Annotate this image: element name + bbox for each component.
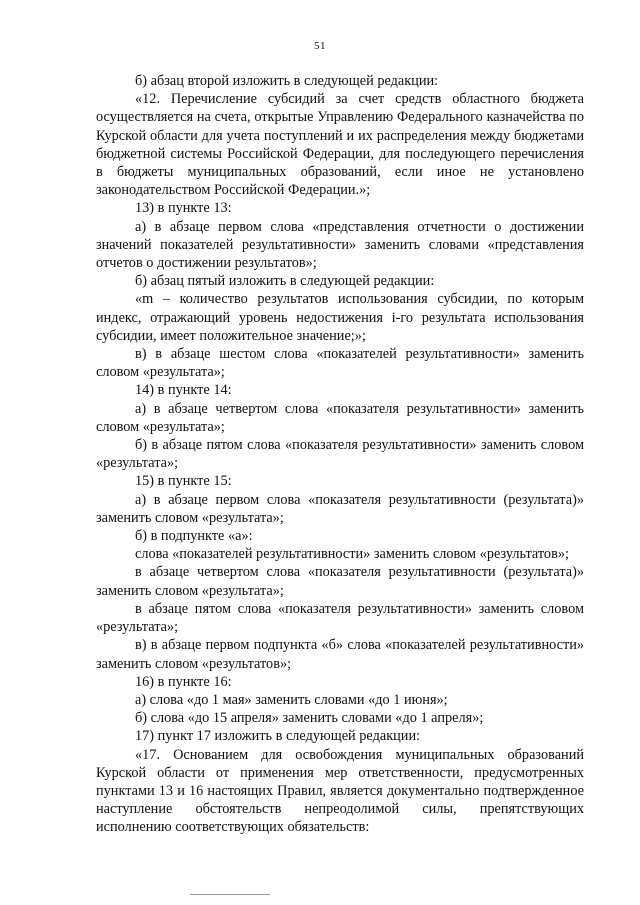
paragraph: в) в абзаце шестом слова «показателей результативности» заменить словом «результата»; xyxy=(96,346,584,381)
document-body xyxy=(96,72,584,837)
paragraph: «12. Перечисление субсидий за счет средств областного бюджета осуществляется на счета, открытые Управлению Федерального казначейства по Курской области для учета поступлений и их распределения между бюджетами бюджетной системы Российской Федерации, для последующего перечисления в бюджеты муниципальных образований, если иное не установлено законодательством Российской Федерации.»; xyxy=(96,91,584,199)
paragraph: «17. Основанием для освобождения муниципальных образований Курской области от применения мер ответственности, предусмотренных пунктами 13 и 16 настоящих Правил, является документально подтвержденное наступление обстоятельств непреодолимой силы, препятствующих исполнению соответствующих обязательств: xyxy=(96,746,584,836)
paragraph: 16) в пункте 16: xyxy=(135,673,232,690)
paragraph: 14) в пункте 14: xyxy=(135,382,232,399)
paragraph: 15) в пункте 15: xyxy=(135,473,232,490)
paragraph: 17) пункт 17 изложить в следующей редакции: xyxy=(135,728,421,745)
paragraph: б) в абзаце пятом слова «показателя результативности» заменить словом «результата»; xyxy=(96,437,584,472)
page-number: 51 xyxy=(314,40,326,52)
paragraph: б) в подпункте «а»: xyxy=(135,528,253,545)
paragraph: б) абзац пятый изложить в следующей редакции: xyxy=(135,273,435,290)
paragraph: а) слова «до 1 мая» заменить словами «до 1 июня»; xyxy=(135,691,448,708)
paragraph: слова «показателей результативности» заменить словом «результатов»; xyxy=(135,546,569,563)
paragraph: в абзаце четвертом слова «показателя результативности (результата)» заменить словом «результата»; xyxy=(96,564,584,599)
paragraph: а) в абзаце первом слова «представления отчетности о достижении значений показателей результативности» заменить словами «представления отчетов о достижении результатов»; xyxy=(96,218,584,272)
paragraph: 13) в пункте 13: xyxy=(135,200,232,217)
paragraph: в абзаце пятом слова «показателя результативности» заменить словом «результата»; xyxy=(96,600,584,636)
paragraph: в) в абзаце первом подпункта «б» слова «показателей результативности» заменить словом «результатов»; xyxy=(96,637,584,672)
paragraph: б) слова «до 15 апреля» заменить словами «до 1 апреля»; xyxy=(135,710,484,727)
paragraph: б) абзац второй изложить в следующей редакции: xyxy=(135,73,439,89)
scan-edge-mark xyxy=(190,894,270,895)
paragraph: «m – количество результатов использования субсидии, по которым индекс, отражающий уровень недостижения i-го результата использования субсидии, имеет положительное значение;»; xyxy=(96,291,584,344)
paragraph: а) в абзаце первом слова «показателя результативности (результата)» заменить словом «результата»; xyxy=(96,491,584,526)
paragraph: а) в абзаце четвертом слова «показателя результативности» заменить словом «результата»; xyxy=(96,400,584,435)
